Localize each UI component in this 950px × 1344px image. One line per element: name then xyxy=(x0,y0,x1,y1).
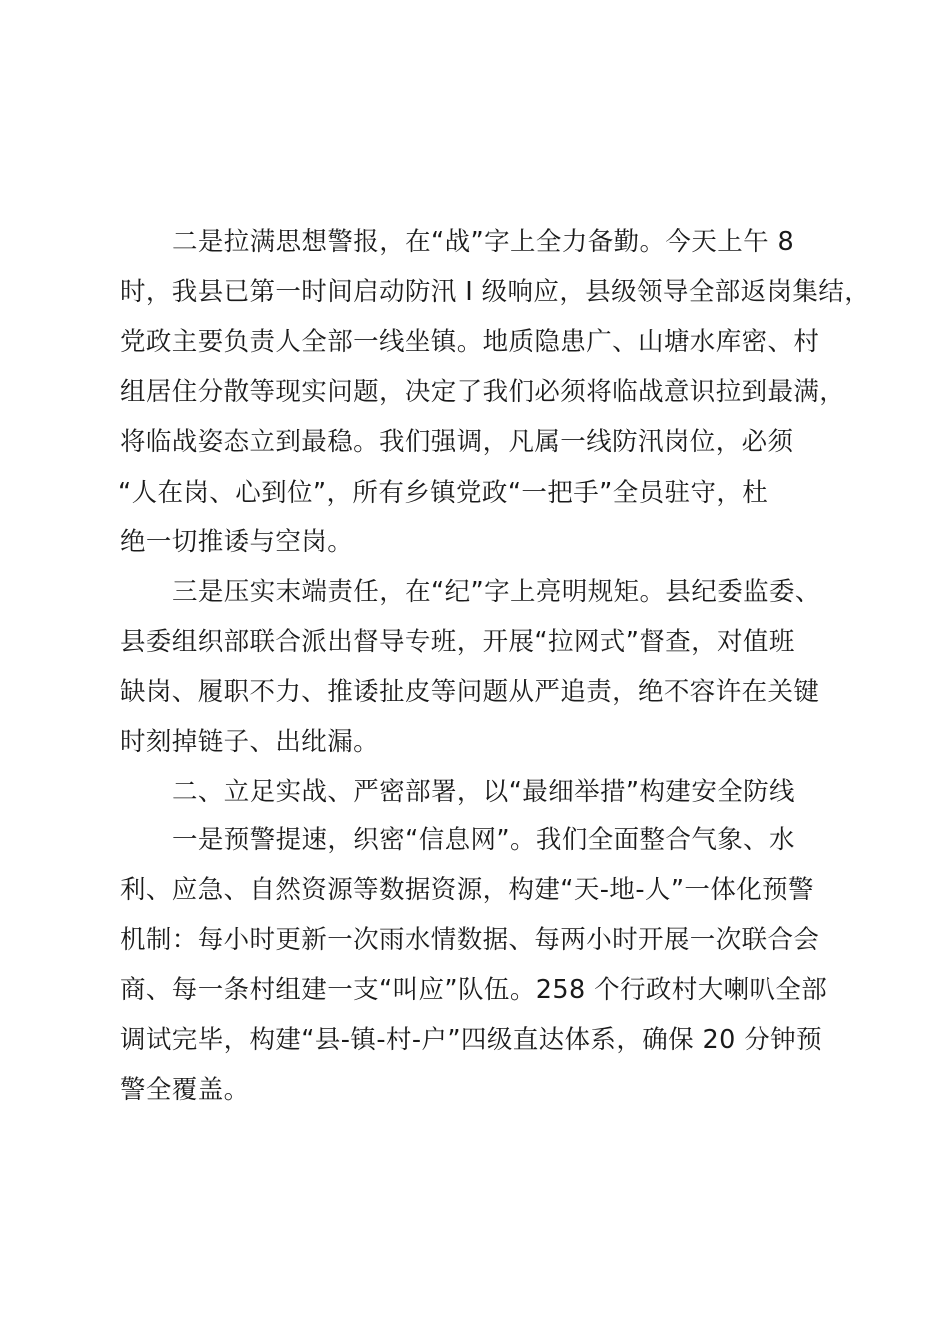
paragraph-line: 绝一切推诿与空岗。 xyxy=(120,527,354,557)
paragraph-line: 党政主要负责人全部一线坐镇。地质隐患广、山塘水库密、村 xyxy=(120,327,820,357)
paragraph-line: 将临战姿态立到最稳。我们强调，凡属一线防汛岗位，必须 xyxy=(120,427,794,457)
paragraph-line: 县委组织部联合派出督导专班，开展“拉网式”督查，对值班 xyxy=(120,627,795,657)
paragraph-line: 机制：每小时更新一次雨水情数据、每两小时开展一次联合会 xyxy=(120,925,820,955)
paragraph-line: 利、应急、自然资源等数据资源，构建“天-地-人”一体化预警 xyxy=(120,875,814,905)
paragraph-line: 一是预警提速，织密“信息网”。我们全面整合气象、水 xyxy=(172,825,795,855)
paragraph-line: 组居住分散等现实问题，决定了我们必须将临战意识拉到最满， xyxy=(120,377,846,407)
paragraph-line: 调试完毕，构建“县-镇-村-户”四级直达体系，确保 20 分钟预 xyxy=(120,1025,822,1055)
paragraph-line: 三是压实末端责任，在“纪”字上亮明规矩。县纪委监委、 xyxy=(172,577,821,607)
paragraph-line: 警全覆盖。 xyxy=(120,1075,250,1105)
paragraph-line: 商、每一条村组建一支“叫应”队伍。258 个行政村大喇叭全部 xyxy=(120,975,828,1005)
section-heading: 二、立足实战、严密部署，以“最细举措”构建安全防线 xyxy=(172,777,795,807)
paragraph-line: 缺岗、履职不力、推诿扯皮等问题从严追责，绝不容许在关键 xyxy=(120,677,820,707)
paragraph-line: 时刻掉链子、出纰漏。 xyxy=(120,727,380,757)
paragraph-line: 时，我县已第一时间启动防汛 I 级响应，县级领导全部返岗集结， xyxy=(120,277,871,307)
paragraph-line: 二是拉满思想警报，在“战”字上全力备勤。今天上午 8 xyxy=(172,227,795,257)
paragraph-line: “人在岗、心到位”，所有乡镇党政“一把手”全员驻守，杜 xyxy=(118,478,769,508)
